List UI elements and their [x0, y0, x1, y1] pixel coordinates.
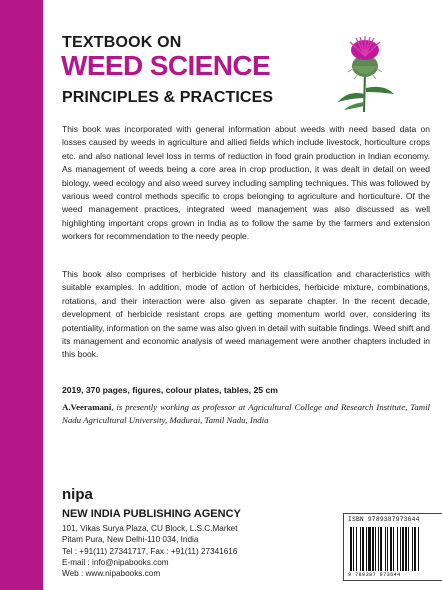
author-description: , is presently working as professor at Agricultural College and Research Institute, Tamil Nadu Agricultural University, Madurai, Tamil Nadu, India	[62, 402, 430, 425]
address-web: Web : www.nipabooks.com	[62, 569, 161, 579]
barcode	[343, 513, 442, 581]
address-line: Pitam Pura, New Delhi-110 034, India	[62, 535, 199, 545]
author-name: A.Veeramani	[62, 402, 112, 412]
title-line-3: PRINCIPLES & PRACTICES	[62, 89, 274, 106]
address-email: E-mail : info@nipabooks.com	[62, 557, 169, 567]
title-line-2: WEED SCIENCE	[61, 50, 271, 81]
address-line: 101, Vikas Surya Plaza, CU Block, L.S.C.Market	[62, 524, 238, 533]
back-cover	[62, 0, 428, 590]
barcode-bars	[350, 527, 437, 571]
address-phone: Tel : +91(11) 27341717, Fax : +91(11) 27341616	[62, 546, 238, 556]
nipa-logo	[62, 483, 98, 503]
blurb-paragraph-1: This book was incorporated with general information about weeds with need based data on losses caused by weeds in agriculture and allied fields which include livestock, horticulture crops etc. and also national level loss in terms of reduction in food grain production in Indian economy. As management of weeds being a core area in crop production, it was dealt in detail on weed biology, weed ecology and also weed survey including sampling techniques. This was followed by various weed control methods specific to crops belonging to agriculture and horticulture. Of the weed management practices, integrated weed management was also discussed as well highlighting important crops grown in India as to follow the same by the farmers and extension workers for recommendation to the needy people.	[62, 124, 430, 242]
thistle-flower-image	[330, 32, 400, 112]
publisher-name: NEW INDIA PUBLISHING AGENCY	[62, 508, 241, 520]
title-line-1: TEXTBOOK ON	[62, 34, 182, 51]
svg-text:nipa: nipa	[62, 486, 93, 503]
isbn-label: ISBN 9789387973644	[348, 516, 420, 523]
book-specs: 2019, 370 pages, figures, colour plates, tables, 25 cm	[62, 385, 278, 395]
barcode-number: 9 789387 973644	[348, 572, 401, 578]
publisher-address	[62, 523, 238, 579]
blurb-paragraph-2: This book also comprises of herbicide history and its classification and characteristics with suitable examples. In addition, mode of action of herbicides, herbicide mixture, combinations, rotations, and their interaction were also given as separate chapter. In the recent decade, development of herbicide resistant crops are getting momentum world over, considering its potentiality, information on the same was also given in detail with suitable findings. Weed shift and its management and economic analysis of weed management were another chapters included in this book.	[62, 269, 430, 360]
author-bio	[62, 401, 430, 426]
spine-color-band	[0, 0, 43, 590]
